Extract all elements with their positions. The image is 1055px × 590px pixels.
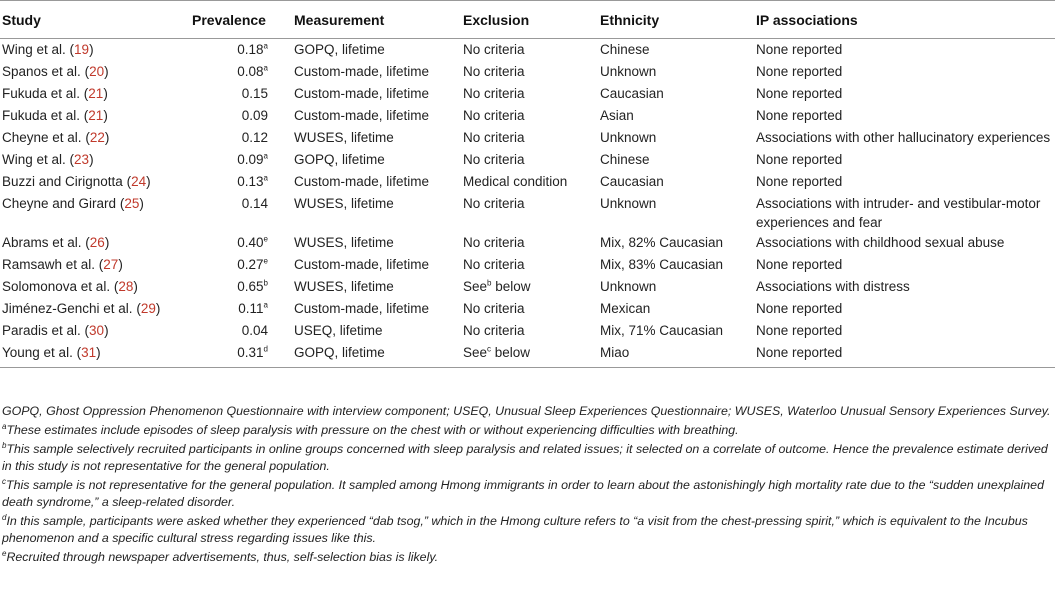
table-row <box>0 320 1055 342</box>
cell-ethnicity: Unknown <box>600 64 657 79</box>
table-body <box>0 39 1055 368</box>
exclusion-text: Medical condition <box>463 174 568 189</box>
footnote <box>2 477 1052 511</box>
cell-study: Wing et al. (23) <box>2 152 94 167</box>
footnote-text: These estimates include episodes of sleep paralysis with pressure on the chest with or without experiencing difficulties with breathing. <box>6 423 739 437</box>
prevalence-value: 0.09 <box>237 152 264 167</box>
prevalence-footnote-mark: d <box>263 344 268 354</box>
cell-ip-associations: None reported <box>756 42 843 57</box>
table-row <box>0 342 1055 368</box>
footnote-mark: c <box>2 476 6 486</box>
cell-exclusion <box>461 39 598 62</box>
cell-ip-associations: None reported <box>756 257 843 272</box>
prevalence-footnote-mark: e <box>263 256 268 266</box>
study-author: Ramsawh et al. <box>2 257 96 272</box>
cell-measurement: Custom-made, lifetime <box>294 108 430 123</box>
table-row <box>0 232 1055 254</box>
cell-measurement: GOPQ, lifetime <box>292 342 461 368</box>
footnote-mark: e <box>2 548 7 558</box>
cell-study: Wing et al. (19) <box>2 42 94 57</box>
cell-prevalence <box>190 320 292 342</box>
cell-ethnicity: Unknown <box>600 279 657 294</box>
prevalence-value: 0.65 <box>237 279 264 294</box>
cell-ip-associations: None reported <box>756 323 843 338</box>
cell-prevalence <box>190 342 292 368</box>
footnote-mark: a <box>2 421 7 431</box>
cell-measurement: USEQ, lifetime <box>294 323 383 338</box>
cell-measurement: Custom-made, lifetime <box>294 174 430 189</box>
footnote <box>2 422 1052 439</box>
cell-ip-associations: Associations with childhood sexual abuse <box>756 235 1005 250</box>
header-measurement: Measurement <box>292 1 461 39</box>
table-row <box>0 171 1055 193</box>
cell-ip-associations: None reported <box>756 301 843 316</box>
cell-measurement: WUSES, lifetime <box>294 130 394 145</box>
cell-ethnicity: Miao <box>598 342 754 368</box>
study-author: Spanos et al. <box>2 64 81 79</box>
reference-link[interactable]: 25 <box>124 196 140 211</box>
cell-ip-associations: None reported <box>754 342 1055 368</box>
table-row <box>0 254 1055 276</box>
cell-exclusion <box>461 61 598 83</box>
reference-link[interactable]: 21 <box>88 108 104 123</box>
cell-study: Buzzi and Cirignotta (24) <box>2 174 151 189</box>
footnote-text: Recruited through newspaper advertisements, thus, self-selection bias is likely. <box>6 550 439 564</box>
table-row <box>0 149 1055 171</box>
cell-exclusion <box>461 127 598 149</box>
reference-link[interactable]: 20 <box>89 64 105 79</box>
prevalence-footnote-mark: a <box>263 41 268 51</box>
cell-measurement: Custom-made, lifetime <box>294 301 430 316</box>
table-row <box>0 39 1055 62</box>
prevalence-value: 0.13 <box>237 174 264 189</box>
table-row <box>0 193 1055 232</box>
table-header-row <box>0 1 1055 39</box>
cell-ip-associations: None reported <box>756 64 843 79</box>
cell-prevalence <box>190 276 292 298</box>
cell-prevalence <box>190 83 292 105</box>
table-row <box>0 298 1055 320</box>
reference-link[interactable]: 24 <box>131 174 147 189</box>
exclusion-text: See <box>463 279 488 294</box>
exclusion-text: No criteria <box>463 301 525 316</box>
cell-measurement: WUSES, lifetime <box>294 235 394 250</box>
cell-ethnicity: Unknown <box>600 130 657 145</box>
header-ethnicity: Ethnicity <box>598 1 754 39</box>
footnote <box>2 403 1052 420</box>
footnote <box>2 513 1052 547</box>
study-author: Cheyne and Girard <box>2 196 117 211</box>
header-exclusion: Exclusion <box>461 1 598 39</box>
cell-ethnicity: Mix, 71% Caucasian <box>600 323 724 338</box>
exclusion-text: No criteria <box>463 152 525 167</box>
exclusion-text: No criteria <box>463 323 525 338</box>
cell-exclusion <box>461 342 598 368</box>
prevalence-value: 0.14 <box>241 196 268 211</box>
prevalence-value: 0.15 <box>241 86 268 101</box>
cell-study: Ramsawh et al. (27) <box>2 257 123 272</box>
cell-exclusion <box>461 276 598 298</box>
cell-ethnicity: Mix, 82% Caucasian <box>600 235 724 250</box>
cell-ethnicity: Caucasian <box>600 86 664 101</box>
header-prevalence: Prevalence <box>190 1 292 39</box>
prevalence-value: 0.04 <box>241 323 268 338</box>
cell-ethnicity: Chinese <box>600 42 650 57</box>
footnote-mark: d <box>2 512 7 522</box>
cell-ip-associations: Associations with other hallucinatory experiences <box>756 130 1051 145</box>
cell-prevalence <box>190 127 292 149</box>
cell-ethnicity: Caucasian <box>600 174 664 189</box>
cell-prevalence <box>190 149 292 171</box>
footnote-text: In this sample, participants were asked whether they experienced “dab tsog,” which in the Hmong culture refers to “a visit from the chest-pressing spirit,” which is equivalent to the Incubus phenomenon and a specific cultural stress regarding issues like this. <box>2 514 1028 545</box>
cell-study: Solomonova et al. (28) <box>2 279 138 294</box>
reference-link[interactable]: 22 <box>89 130 105 145</box>
exclusion-tail: below <box>491 279 531 294</box>
cell-ip-associations: None reported <box>756 152 843 167</box>
cell-study: Jiménez-Genchi et al. (29) <box>2 301 161 316</box>
study-author: Cheyne et al. <box>2 130 82 145</box>
study-author: Wing et al. <box>2 152 66 167</box>
study-author: Young et al. <box>2 345 73 360</box>
cell-prevalence <box>190 171 292 193</box>
cell-prevalence <box>190 193 292 232</box>
reference-link[interactable]: 26 <box>89 235 105 250</box>
exclusion-text: No criteria <box>463 257 525 272</box>
study-author: Fukuda et al. <box>2 86 81 101</box>
cell-exclusion <box>461 298 598 320</box>
cell-ethnicity: Chinese <box>600 152 650 167</box>
cell-study: Fukuda et al. (21) <box>2 108 108 123</box>
table-row <box>0 276 1055 298</box>
footnote <box>2 441 1052 475</box>
prevalence-value: 0.12 <box>241 130 268 145</box>
cell-ethnicity: Mexican <box>600 301 651 316</box>
study-author: Buzzi and Cirignotta <box>2 174 123 189</box>
prevalence-value: 0.09 <box>241 108 268 123</box>
cell-study: Fukuda et al. (21) <box>2 86 108 101</box>
cell-exclusion <box>461 193 598 232</box>
table-row <box>0 61 1055 83</box>
table-footnotes <box>2 403 1052 568</box>
exclusion-text: No criteria <box>463 235 525 250</box>
cell-ethnicity: Mix, 83% Caucasian <box>600 257 724 272</box>
exclusion-text: No criteria <box>463 86 525 101</box>
prevalence-value: 0.11 <box>238 301 264 316</box>
study-author: Fukuda et al. <box>2 108 81 123</box>
cell-prevalence <box>190 254 292 276</box>
cell-exclusion <box>461 83 598 105</box>
reference-link[interactable]: 27 <box>103 257 119 272</box>
cell-measurement: WUSES, lifetime <box>294 196 394 211</box>
prevalence-value: 0.31 <box>237 345 264 360</box>
table-row <box>0 105 1055 127</box>
cell-study: Paradis et al. (30) <box>2 323 109 338</box>
cell-exclusion <box>461 171 598 193</box>
reference-link[interactable]: 30 <box>89 323 105 338</box>
footnote-text: This sample selectively recruited participants in online groups concerned with sleep paralysis and related issues; it selected on a correlate of outcome. Hence the prevalence estimate derived in this study is not representative for the general population. <box>2 442 1048 473</box>
cell-ip-associations: Associations with distress <box>756 279 910 294</box>
cell-ip-associations: None reported <box>756 174 843 189</box>
cell-measurement: WUSES, lifetime <box>294 279 394 294</box>
reference-link[interactable]: 21 <box>88 86 104 101</box>
prevalence-footnote-mark: a <box>263 300 268 310</box>
cell-measurement: Custom-made, lifetime <box>294 86 430 101</box>
study-author: Solomonova et al. <box>2 279 111 294</box>
cell-ethnicity: Unknown <box>600 196 657 211</box>
cell-prevalence <box>190 39 292 62</box>
prevalence-value: 0.27 <box>237 257 264 272</box>
exclusion-text: No criteria <box>463 42 525 57</box>
cell-study: Cheyne et al. (22) <box>2 130 110 145</box>
study-author: Jiménez-Genchi et al. <box>2 301 133 316</box>
cell-exclusion <box>461 149 598 171</box>
prevalence-footnote-mark: b <box>263 278 268 288</box>
footnote-text: GOPQ, Ghost Oppression Phenomenon Questionnaire with interview component; USEQ, Unusual Sleep Experiences Questionnaire; WUSES, Waterloo Unusual Sensory Experiences Survey. <box>2 404 1051 418</box>
cell-measurement: GOPQ, lifetime <box>294 42 385 57</box>
reference-link[interactable]: 28 <box>118 279 134 294</box>
cell-ethnicity: Asian <box>600 108 634 123</box>
exclusion-text: No criteria <box>463 196 525 211</box>
cell-ip-associations: None reported <box>756 108 843 123</box>
footnote-text: This sample is not representative for the general population. It sampled among Hmong immigrants in order to learn about the astonishingly high mortality rate due to the “sudden unexplained death syndrome,” a sleep-related disorder. <box>2 478 1044 509</box>
exclusion-text: See <box>463 345 488 360</box>
cell-prevalence <box>190 298 292 320</box>
reference-link[interactable]: 19 <box>74 42 90 57</box>
exclusion-text: No criteria <box>463 108 525 123</box>
cell-measurement: GOPQ, lifetime <box>294 152 385 167</box>
exclusion-tail: below <box>491 345 531 360</box>
study-author: Wing et al. <box>2 42 66 57</box>
study-author: Paradis et al. <box>2 323 81 338</box>
footnote <box>2 549 1052 566</box>
cell-exclusion <box>461 254 598 276</box>
cell-prevalence <box>190 61 292 83</box>
cell-exclusion <box>461 320 598 342</box>
cell-ip-associations: None reported <box>756 86 843 101</box>
exclusion-text: No criteria <box>463 130 525 145</box>
exclusion-footnote-mark: c <box>487 344 492 354</box>
exclusion-text: No criteria <box>463 64 525 79</box>
footnote-mark: b <box>2 440 7 450</box>
study-author: Abrams et al. <box>2 235 82 250</box>
cell-study: Abrams et al. (26) <box>2 235 110 250</box>
cell-study: Spanos et al. (20) <box>2 64 109 79</box>
cell-study: Cheyne and Girard (25) <box>2 196 144 211</box>
prevalence-footnote-mark: a <box>263 63 268 73</box>
cell-measurement: Custom-made, lifetime <box>294 257 430 272</box>
cell-exclusion <box>461 232 598 254</box>
prevalence-value: 0.40 <box>237 235 264 250</box>
cell-measurement: Custom-made, lifetime <box>294 64 430 79</box>
table-row <box>0 83 1055 105</box>
reference-link[interactable]: 29 <box>140 301 156 316</box>
prevalence-footnote-mark: a <box>263 173 268 183</box>
reference-link[interactable]: 31 <box>81 345 97 360</box>
cell-study: Young et al. (31) <box>0 342 190 368</box>
prevalence-value: 0.08 <box>237 64 264 79</box>
cell-prevalence <box>190 105 292 127</box>
header-study: Study <box>0 1 190 39</box>
reference-link[interactable]: 23 <box>74 152 90 167</box>
cell-prevalence <box>190 232 292 254</box>
cell-exclusion <box>461 105 598 127</box>
header-ip-associations: IP associations <box>754 1 1055 39</box>
exclusion-footnote-mark: b <box>487 278 492 288</box>
cell-ip-associations: Associations with intruder- and vestibular-motor experiences and fear <box>756 196 1041 230</box>
table-row <box>0 127 1055 149</box>
prevalence-value: 0.18 <box>237 42 264 57</box>
prevalence-footnote-mark: a <box>263 151 268 161</box>
prevalence-footnote-mark: e <box>263 234 268 244</box>
